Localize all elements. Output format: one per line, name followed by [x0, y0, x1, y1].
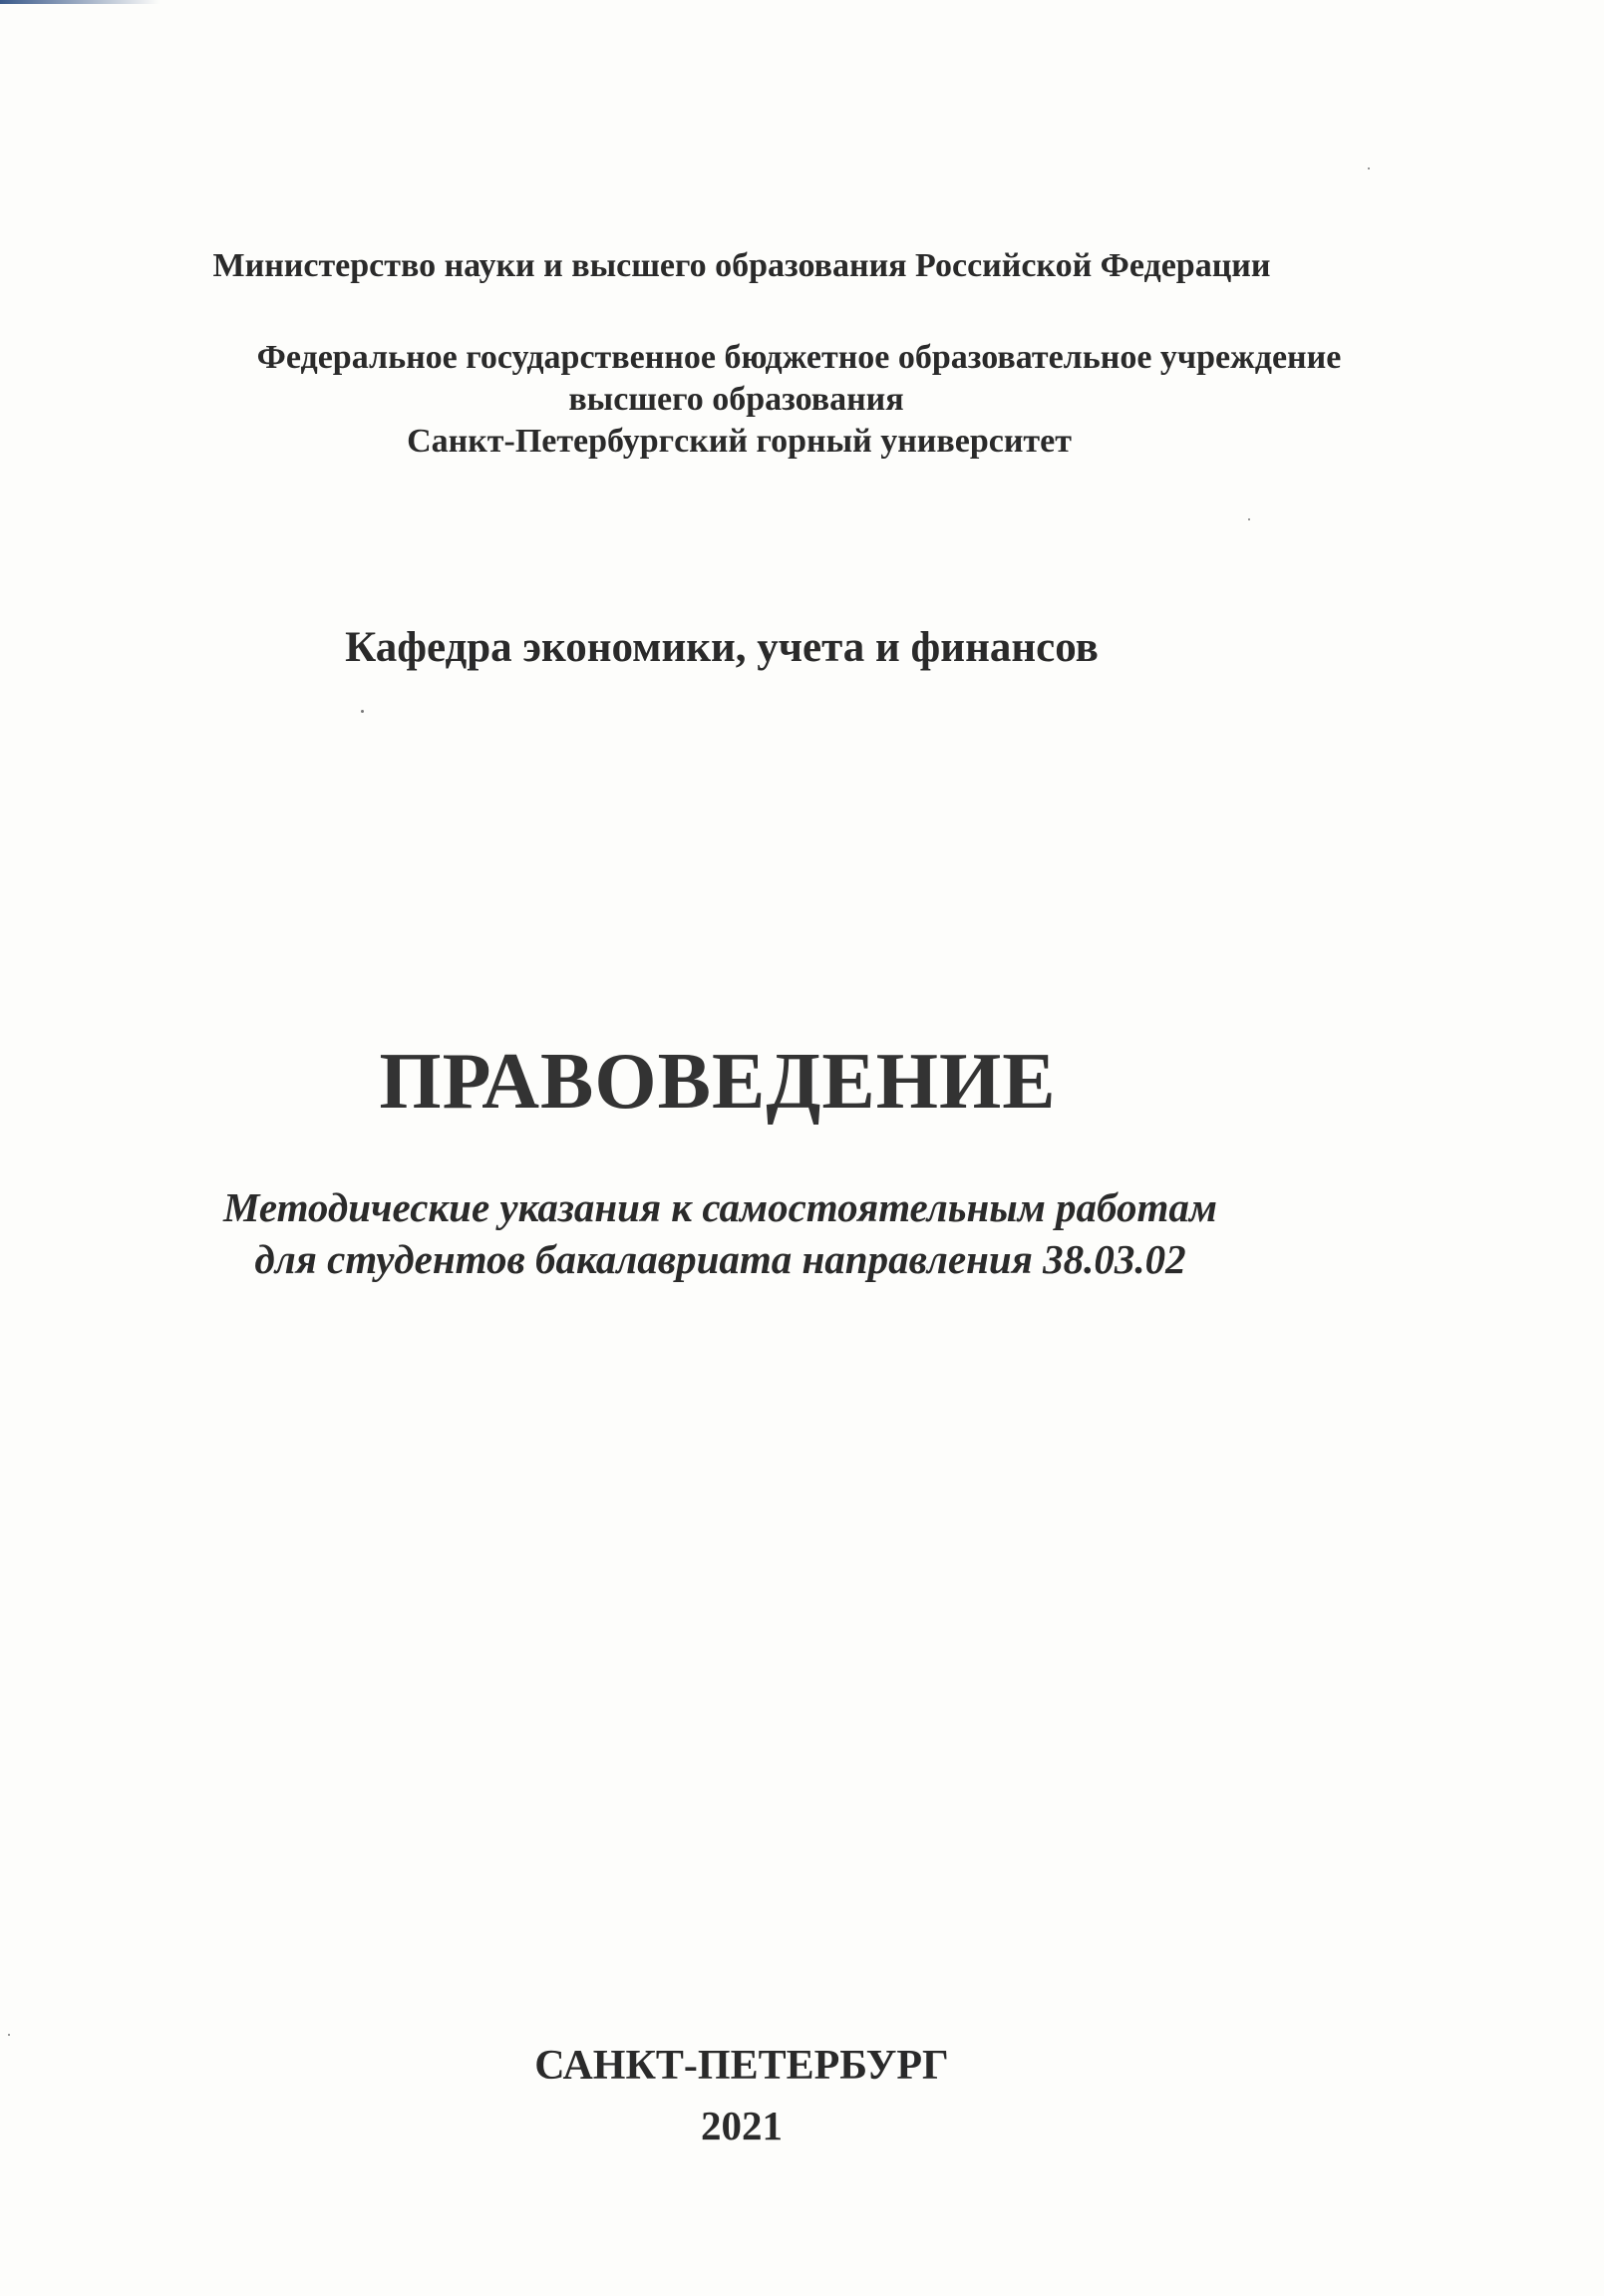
publication-year: 2021: [701, 2103, 783, 2148]
institution-line: Санкт-Петербургский горный университет: [407, 423, 1072, 460]
publication-city: САНКТ-ПЕТЕРБУРГ: [534, 2043, 949, 2089]
ministry-name: Министерство науки и высшего образования Российской Федерации: [212, 247, 1271, 284]
scan-edge-artifact: [0, 0, 160, 4]
institution-block: [0, 337, 1604, 463]
scan-speck: [8, 2034, 10, 2036]
institution-line: высшего образования: [568, 381, 904, 418]
scan-speck: [1368, 167, 1370, 169]
document-subtitle: [0, 1181, 1604, 1285]
document-title: ПРАВОВЕДЕНИЕ: [379, 1038, 1057, 1126]
department-name: Кафедра экономики, учета и финансов: [345, 624, 1099, 671]
scan-speck: [1248, 518, 1250, 520]
scan-speck: [361, 710, 364, 713]
subtitle-line: для студентов бакалавриата направления 38.03.02: [254, 1236, 1186, 1282]
institution-line: Федеральное государственное бюджетное образовательное учреждение: [256, 339, 1342, 376]
subtitle-line: Методические указания к самостоятельным работам: [223, 1184, 1217, 1230]
